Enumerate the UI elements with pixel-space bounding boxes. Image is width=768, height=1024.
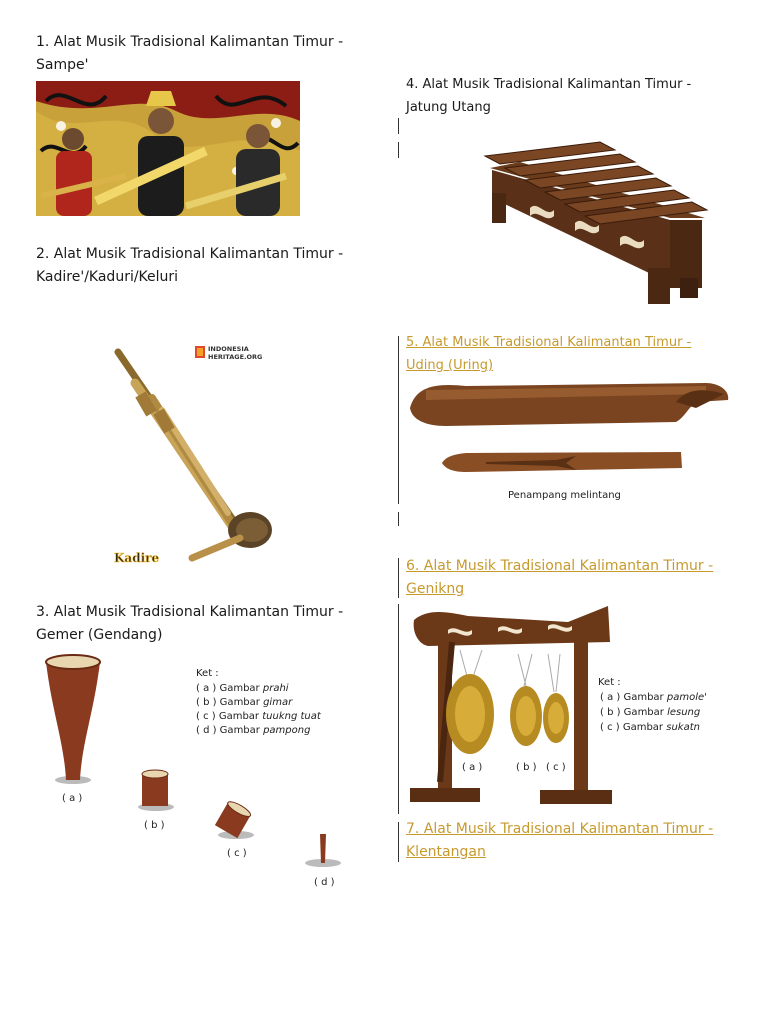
genikng-ket-b: ( b ) Gambar lesung [600,707,701,718]
logo-line1: INDONESIA [208,345,249,353]
genikng-ket-title: Ket : [598,677,621,688]
heading-line2: Gemer (Gendang) [36,627,163,643]
heading-line1[interactable]: 7. Alat Musik Tradisional Kalimantan Timur - [406,821,714,837]
uding-image [406,378,731,506]
heading-line1: 4. Alat Musik Tradisional Kalimantan Timur - [406,77,692,92]
gemer-label-b: ( b ) [144,820,165,831]
heading-kadire [36,243,343,289]
jatung-utang-image [480,138,710,310]
heading-line2: Jatung Utang [406,100,491,115]
genikng-image [408,602,720,814]
column-divider [398,558,399,598]
sampe-photo [36,81,300,216]
heading-genikng[interactable] [406,555,713,601]
column-divider [398,142,399,158]
gemer-label-d: ( d ) [314,877,335,888]
uding-caption: Penampang melintang [508,490,621,501]
column-divider [398,118,399,134]
genikng-ket-a: ( a ) Gambar pamole' [600,692,707,703]
heading-klentangan[interactable] [406,818,713,864]
column-divider [398,336,399,504]
gemer-label-a: ( a ) [62,793,83,804]
column-divider [398,512,399,526]
genikng-label-c: ( c ) [546,762,566,773]
gemer-image [36,652,356,892]
heading-line1[interactable]: 5. Alat Musik Tradisional Kalimantan Timur - [406,335,692,350]
heading-line1[interactable]: 6. Alat Musik Tradisional Kalimantan Timur - [406,558,714,574]
heading-line2[interactable]: Genikng [406,581,465,597]
gemer-ket-b: ( b ) Gambar gimar [196,697,293,708]
gemer-ket-a: ( a ) Gambar prahi [196,683,289,694]
genikng-label-a: ( a ) [462,762,483,773]
heading-line2: Sampe' [36,57,89,73]
heading-line2[interactable]: Uding (Uring) [406,358,494,373]
heading-line1: 3. Alat Musik Tradisional Kalimantan Timur - [36,604,344,620]
column-divider [398,822,399,862]
logo-line2: HERITAGE.ORG [208,353,263,361]
heading-uding[interactable] [406,331,691,377]
genikng-ket-c: ( c ) Gambar sukatn [600,722,700,733]
heading-line1: 1. Alat Musik Tradisional Kalimantan Timur - [36,34,344,50]
kadire-image [100,338,280,573]
kadire-label: Kadire [114,551,160,565]
heading-line2: Kadire'/Kaduri/Keluri [36,269,179,285]
heading-line1: 2. Alat Musik Tradisional Kalimantan Timur - [36,246,344,262]
gemer-ket-d: ( d ) Gambar pampong [196,725,311,736]
heading-jatung-utang [406,73,691,119]
heading-gemer [36,601,343,647]
gemer-ket-c: ( c ) Gambar tuukng tuat [196,711,321,722]
column-divider [398,604,399,814]
genikng-label-b: ( b ) [516,762,537,773]
gemer-label-c: ( c ) [227,848,247,859]
heading-sampe [36,31,343,77]
heading-line2[interactable]: Klentangan [406,844,486,860]
gemer-ket-title: Ket : [196,668,219,679]
logo-icon [195,346,205,358]
